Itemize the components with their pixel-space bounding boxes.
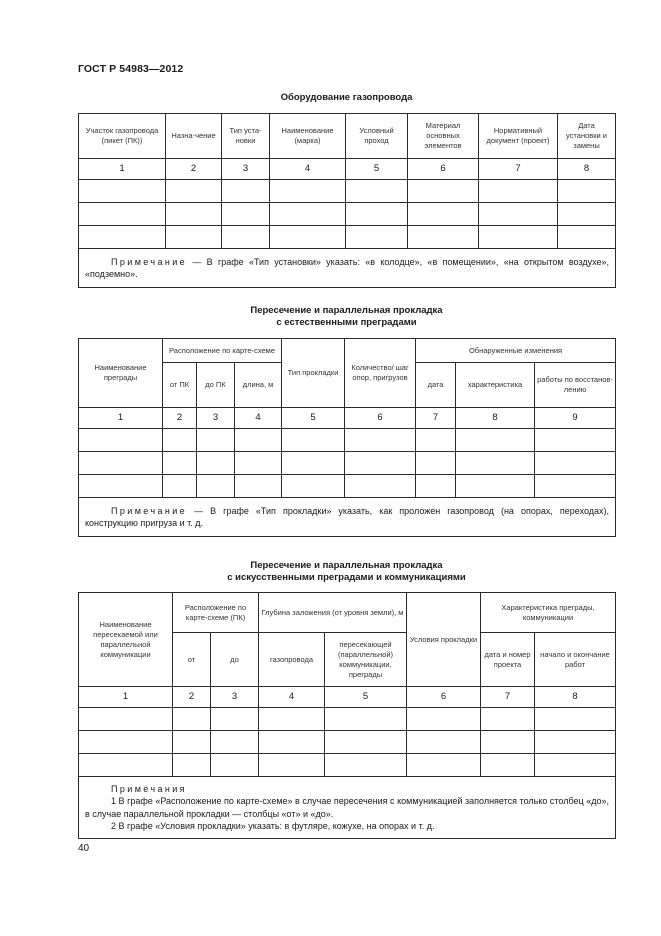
column-number: 6 bbox=[407, 687, 481, 708]
header-obstacle-name: Наименование преграды bbox=[79, 339, 163, 408]
column-number: 6 bbox=[408, 159, 479, 180]
column-number: 3 bbox=[222, 159, 270, 180]
column-number: 4 bbox=[270, 159, 346, 180]
header-supports: Количество/ шаг опор, пригрузов bbox=[345, 339, 416, 408]
note-1: 1 В графе «Расположение по карте-схеме» в случае пересечения с коммуникацией заполняется только столбец «до», в случае параллельной прокладки — столбцы «от» и «до». bbox=[85, 796, 609, 819]
header-laying-conditions: Условия прокладки bbox=[407, 593, 481, 687]
notes-label: Примечания bbox=[111, 783, 187, 794]
header-to: до bbox=[211, 633, 259, 687]
header-date-project: дата и номер проекта bbox=[481, 633, 535, 687]
table2-title bbox=[78, 305, 615, 329]
header-crossing-communication: пересекающей (параллельной) коммуникации, преграды bbox=[325, 633, 407, 687]
table-row bbox=[79, 429, 616, 452]
header-location: Расположение по карте-схеме bbox=[163, 339, 282, 363]
column-number: 2 bbox=[163, 408, 197, 429]
table-row bbox=[79, 754, 616, 777]
table-row bbox=[79, 226, 616, 249]
column-number: 6 bbox=[345, 408, 416, 429]
column-number: 2 bbox=[173, 687, 211, 708]
column-number: 7 bbox=[479, 159, 558, 180]
header-date: дата bbox=[416, 363, 456, 408]
artificial-obstacles-table bbox=[78, 592, 616, 839]
column-number: 9 bbox=[535, 408, 616, 429]
header-obstacle-characteristic: Характеристика преграды, коммуникации bbox=[481, 593, 616, 633]
header-communication-name: Наименование пересекаемой или параллельной коммуникации bbox=[79, 593, 173, 687]
header-section: Участок газопровода (пикет (ПК)) bbox=[79, 114, 166, 159]
table3-title-line1: Пересечение и параллельная прокладка bbox=[250, 560, 443, 571]
header-characteristic: характеристика bbox=[456, 363, 535, 408]
table1-title: Оборудование газопровода bbox=[280, 92, 413, 103]
header-install-type: Тип уста-новки bbox=[222, 114, 270, 159]
table-row bbox=[79, 180, 616, 203]
column-number: 5 bbox=[346, 159, 408, 180]
column-number: 8 bbox=[535, 687, 616, 708]
header-install-date: Дата установки и замены bbox=[558, 114, 616, 159]
column-number: 2 bbox=[166, 159, 222, 180]
column-number: 7 bbox=[416, 408, 456, 429]
header-purpose: Назна-чение bbox=[166, 114, 222, 159]
table-row bbox=[79, 475, 616, 498]
column-number: 4 bbox=[259, 687, 325, 708]
column-number: 8 bbox=[558, 159, 616, 180]
column-number: 7 bbox=[481, 687, 535, 708]
page-header-title: ГОСТ Р 54983—2012 bbox=[78, 63, 184, 75]
table-row bbox=[79, 708, 616, 731]
column-number: 5 bbox=[282, 408, 345, 429]
column-number: 3 bbox=[197, 408, 235, 429]
equipment-table bbox=[78, 113, 616, 288]
column-number: 1 bbox=[79, 408, 163, 429]
natural-obstacles-table bbox=[78, 338, 616, 537]
header-normative-doc: Нормативный документ (проект) bbox=[479, 114, 558, 159]
header-from: от bbox=[173, 633, 211, 687]
table3-title-line2: с искусственными преградами и коммуникациями bbox=[227, 572, 466, 583]
header-location: Расположение по карте-схеме (ПК) bbox=[173, 593, 259, 633]
header-repair-works: работы по восстанов-лению bbox=[535, 363, 616, 408]
note-2: 2 В графе «Условия прокладки» указать: в футляре, кожухе, на опорах и т. д. bbox=[111, 821, 435, 831]
table2-title-line2: с естественными преградами bbox=[276, 317, 417, 328]
header-detected-changes: Обнаруженные изменения bbox=[416, 339, 616, 363]
table2-note: Примечание — В графе «Тип прокладки» указать, как проложен газопровод (на опорах, переходах), конструкцию пригруза и т. д. bbox=[79, 498, 616, 537]
header-start-end-works: начало и окончание работ bbox=[535, 633, 616, 687]
table-row bbox=[79, 203, 616, 226]
header-material: Материал основных элементов bbox=[408, 114, 479, 159]
table3-notes bbox=[79, 777, 616, 839]
column-number: 1 bbox=[79, 159, 166, 180]
header-from-pk: от ПК bbox=[163, 363, 197, 408]
header-length: длина, м bbox=[235, 363, 282, 408]
header-gas-pipe: газопровода bbox=[259, 633, 325, 687]
table-row bbox=[79, 731, 616, 754]
table1-note: Примечание — В графе «Тип установки» указать: «в колодце», «в помещении», «на открытом воздухе», «подземно». bbox=[79, 249, 616, 288]
table-row bbox=[79, 452, 616, 475]
column-number: 4 bbox=[235, 408, 282, 429]
table2-title-line1: Пересечение и параллельная прокладка bbox=[250, 305, 443, 316]
table3-title bbox=[78, 560, 615, 584]
header-name-brand: Наименование (марка) bbox=[270, 114, 346, 159]
header-to-pk: до ПК bbox=[197, 363, 235, 408]
column-number: 1 bbox=[79, 687, 173, 708]
column-number: 8 bbox=[456, 408, 535, 429]
header-nominal-bore: Условный проход bbox=[346, 114, 408, 159]
column-number: 5 bbox=[325, 687, 407, 708]
column-number: 3 bbox=[211, 687, 259, 708]
page-number: 40 bbox=[78, 843, 90, 854]
header-depth: Глубина заложения (от уровня земли), м bbox=[259, 593, 407, 633]
header-laying-type: Тип прокладки bbox=[282, 339, 345, 408]
